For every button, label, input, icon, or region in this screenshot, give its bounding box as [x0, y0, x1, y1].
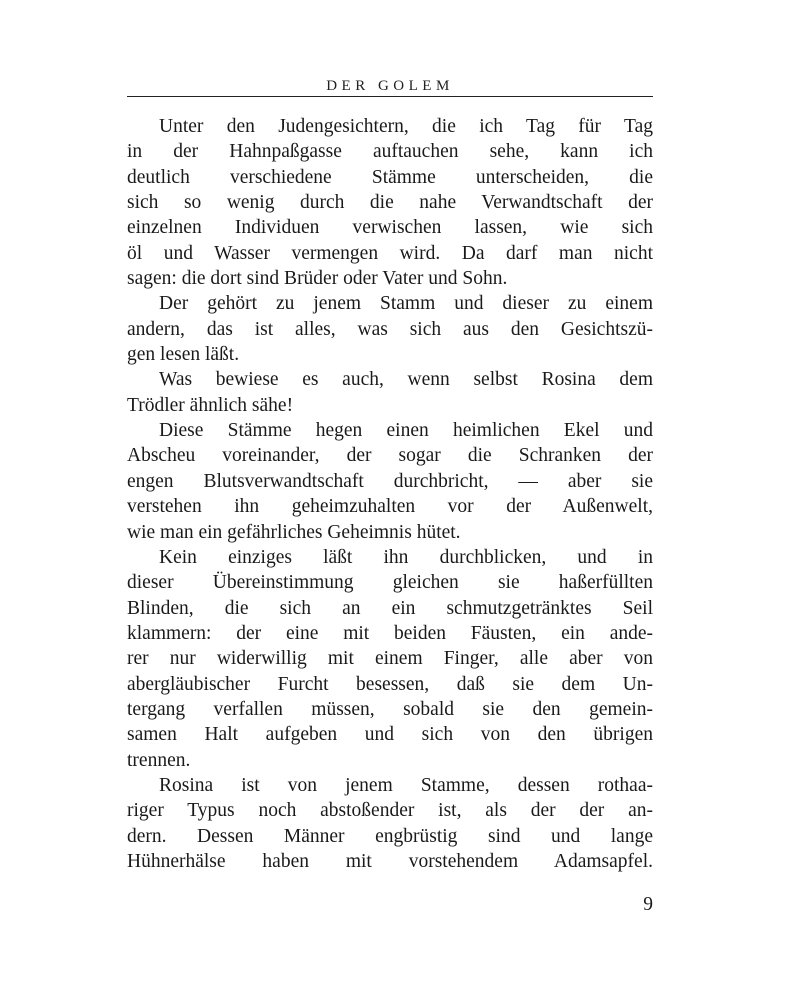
text-line: Hühnerhälse haben mit vorstehendem Adamsapfel. [127, 850, 653, 872]
text-line: deutlich verschiedene Stämme unterscheiden, die [127, 166, 653, 188]
text-line: dern. Dessen Männer engbrüstig sind und lange [127, 825, 653, 847]
text-line: andern, das ist alles, was sich aus den Gesichtszü- [127, 318, 653, 340]
running-head: DER GOLEM [326, 78, 454, 94]
text-line: Was bewiese es auch, wenn selbst Rosina dem [159, 369, 653, 391]
text-line: Blinden, die sich an ein schmutzgetränktes Seil [127, 597, 653, 619]
header-rule [127, 96, 653, 97]
text-line: gen lesen läßt. [127, 344, 240, 366]
text-line: Rosina ist von jenem Stamme, dessen rothaa- [159, 774, 653, 796]
text-line: wie man ein gefährliches Geheimnis hütet. [127, 521, 461, 543]
text-line: Abscheu voreinander, der sogar die Schranken der [127, 445, 653, 467]
book-page [127, 0, 653, 1000]
text-line: trennen. [127, 749, 191, 771]
text-line: abergläubischer Furcht besessen, daß sie dem Un- [127, 673, 653, 695]
text-line: sich so wenig durch die nahe Verwandtschaft der [127, 192, 653, 214]
text-line: sagen: die dort sind Brüder oder Vater und Sohn. [127, 268, 508, 290]
text-line: Trödler ähnlich sähe! [127, 394, 294, 416]
text-line: Diese Stämme hegen einen heimlichen Ekel und [159, 420, 653, 442]
text-line: in der Hahnpaßgasse auftauchen sehe, kann ich [127, 141, 653, 163]
text-line: einzelnen Individuen verwischen lassen, wie sich [127, 217, 653, 239]
text-line: tergang verfallen müssen, sobald sie den gemein- [127, 698, 653, 720]
page-number: 9 [643, 894, 653, 915]
text-line: samen Halt aufgeben und sich von den übrigen [127, 724, 653, 746]
text-line: öl und Wasser vermengen wird. Da darf man nicht [127, 242, 653, 264]
text-line: engen Blutsverwandtschaft durchbricht, — aber sie [127, 470, 653, 492]
text-line: Der gehört zu jenem Stamm und dieser zu einem [159, 293, 653, 315]
text-line: verstehen ihn geheimzuhalten vor der Außenwelt, [127, 496, 653, 518]
body-text [127, 114, 653, 874]
text-line: rer nur widerwillig mit einem Finger, alle aber von [127, 648, 653, 670]
text-line: riger Typus noch abstoßender ist, als der der an- [127, 800, 653, 822]
text-line: dieser Übereinstimmung gleichen sie haßerfüllten [127, 572, 653, 594]
text-line: Unter den Judengesichtern, die ich Tag für Tag [159, 116, 653, 137]
text-line: Kein einziges läßt ihn durchblicken, und in [159, 546, 653, 568]
text-line: klammern: der eine mit beiden Fäusten, ein ande- [127, 622, 653, 644]
